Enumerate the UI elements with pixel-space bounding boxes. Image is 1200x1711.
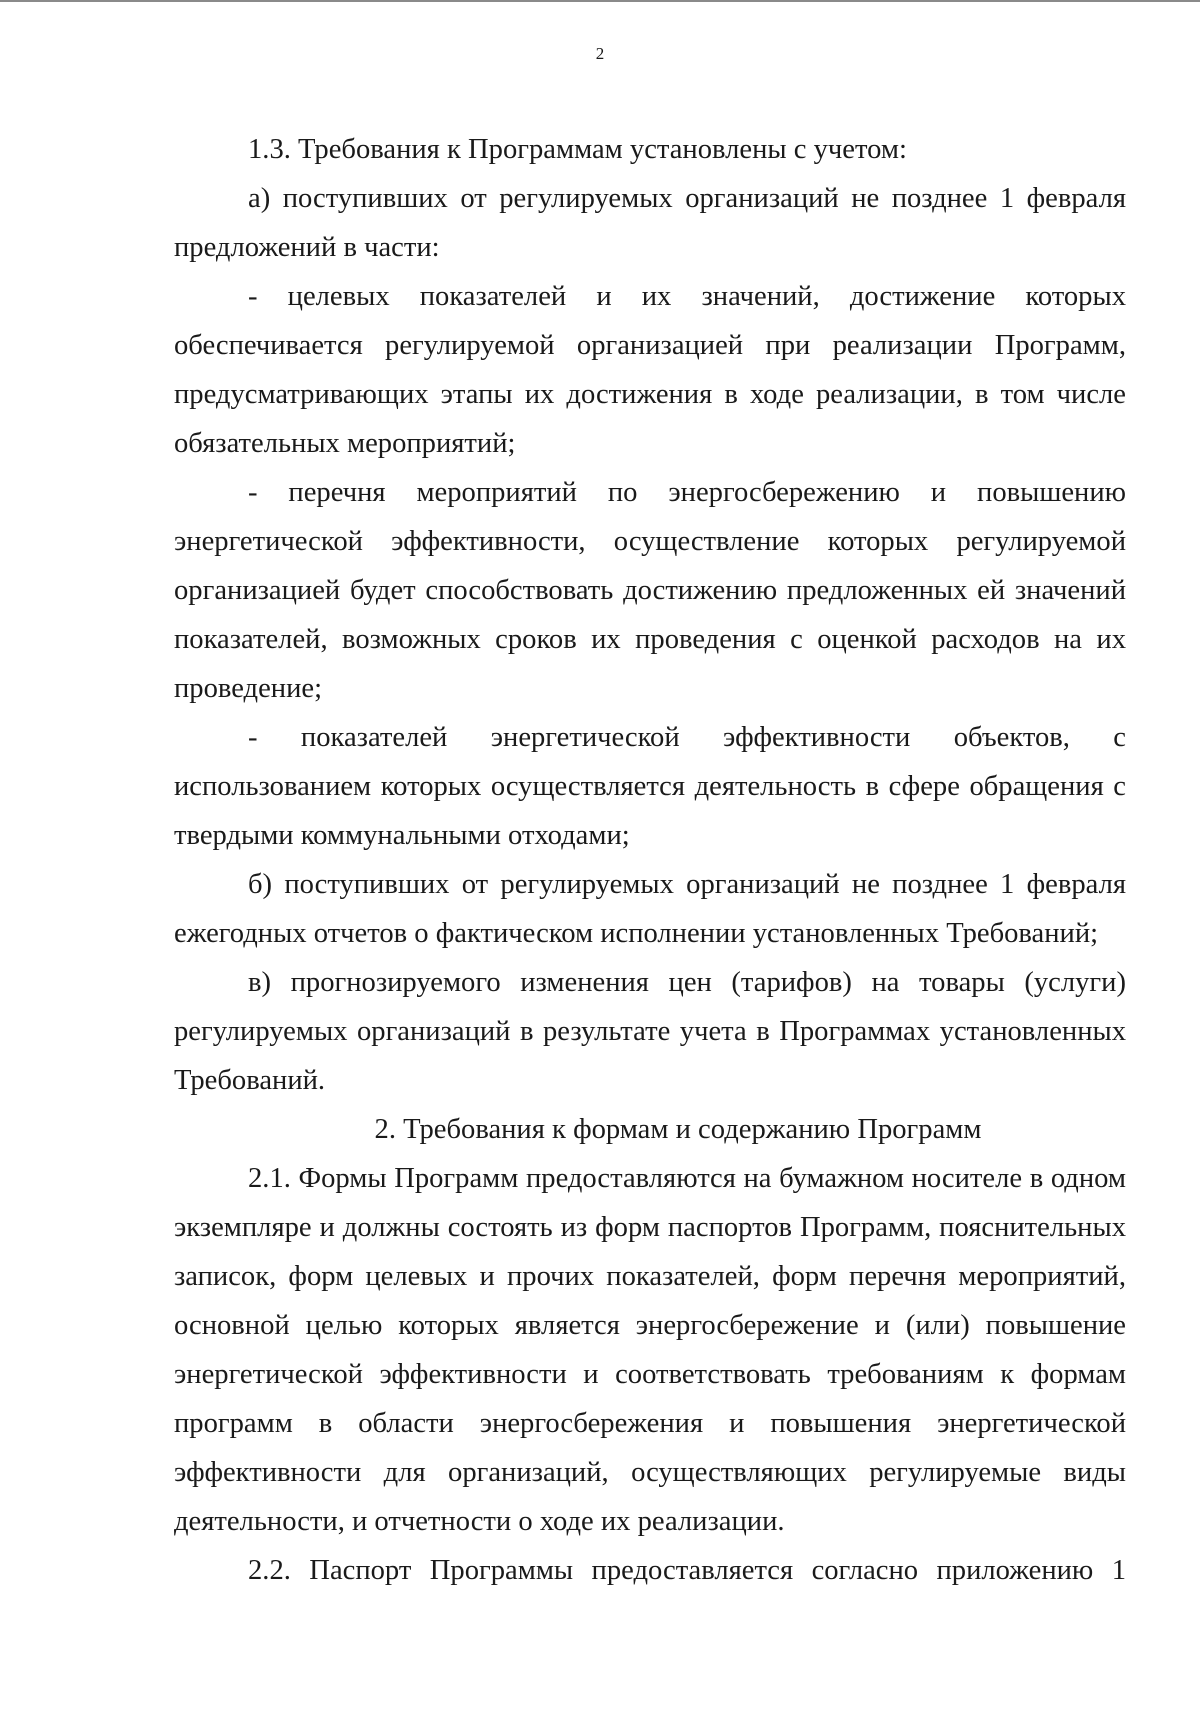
paragraph-item-a: а) поступивших от регулируемых организаций не позднее 1 февраля предложений в части: (174, 183, 1126, 263)
page-number: 2 (595, 44, 605, 63)
page-top-rule (0, 0, 1200, 2)
document-body (174, 125, 1126, 1595)
paragraph-dash-measures: - перечня мероприятий по энергосбережению и повышению энергетической эффективности, осуществление которых регулируемой организацией будет способствовать достижению предложенных ей значений показателей, возможных сроков их проведения с оценкой расходов на их проведение; (174, 477, 1126, 704)
paragraph-item-v: в) прогнозируемого изменения цен (тарифов) на товары (услуги) регулируемых организаций в результате учета в Программах установленных Требований. (174, 967, 1126, 1096)
paragraph-dash-indicators: - показателей энергетической эффективности объектов, с использованием которых осуществляется деятельность в сфере обращения с твердыми коммунальными отходами; (174, 722, 1126, 851)
paragraph-item-b: б) поступивших от регулируемых организаций не позднее 1 февраля ежегодных отчетов о фактическом исполнении установленных Требований; (174, 869, 1126, 949)
paragraph-2-2: 2.2. Паспорт Программы предоставляется согласно приложению 1 (248, 1555, 1126, 1586)
section-heading-2: 2. Требования к формам и содержанию Программ (374, 1114, 982, 1145)
paragraph-1-3: 1.3. Требования к Программам установлены с учетом: (248, 134, 907, 165)
paragraph-2-1: 2.1. Формы Программ предоставляются на бумажном носителе в одном экземпляре и должны состоять из форм паспортов Программ, пояснительных записок, форм целевых и прочих показателей, форм перечня мероприятий, основной целью которых является энергосбережение и (или) повышение энергетической эффективности и соответствовать требованиям к формам программ в области энергосбережения и повышения энергетической эффективности для организаций, осуществляющих регулируемые виды деятельности, и отчетности о ходе их реализации. (174, 1163, 1126, 1537)
paragraph-dash-targets: - целевых показателей и их значений, достижение которых обеспечивается регулируемой организацией при реализации Программ, предусматривающих этапы их достижения в ходе реализации, в том числе обязательных мероприятий; (174, 281, 1126, 459)
